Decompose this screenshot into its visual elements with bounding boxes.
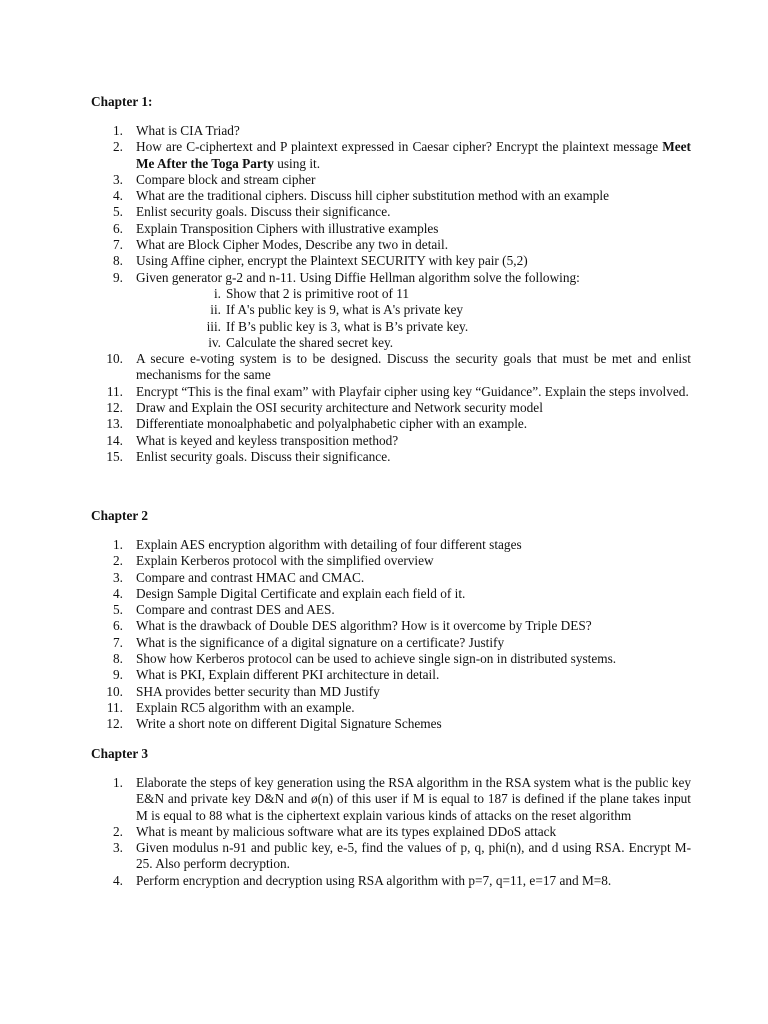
question-text: What is CIA Triad? xyxy=(136,123,240,138)
subpart-number: iii. xyxy=(206,318,221,334)
question-number: 6. xyxy=(113,220,123,236)
question-text: What is meant by malicious software what are its types explained DDoS attack xyxy=(136,823,557,839)
subpart-number: i. xyxy=(213,285,221,301)
question-text: Compare and contrast HMAC and CMAC. xyxy=(136,569,365,585)
subpart-item xyxy=(91,319,691,335)
chapter-heading: Chapter 2 xyxy=(91,508,149,523)
question-number: 3. xyxy=(113,569,123,585)
question-item xyxy=(91,635,691,651)
question-number: 10. xyxy=(106,351,123,367)
question-number: 1. xyxy=(113,775,123,790)
question-number: 11. xyxy=(106,699,123,715)
question-number: 9. xyxy=(113,667,123,683)
question-text: Explain AES encryption algorithm with detailing of four different stages xyxy=(136,537,522,552)
question-item xyxy=(91,684,691,700)
question-number: 2. xyxy=(113,553,123,569)
question-number: 11. xyxy=(106,383,123,399)
question-number: 10. xyxy=(106,683,123,699)
question-number: 4. xyxy=(113,872,123,888)
question-item xyxy=(91,384,691,400)
question-text: Differentiate monoalphabetic and polyalphabetic cipher with an example. xyxy=(136,416,528,432)
question-text: Explain Kerberos protocol with the simplified overview xyxy=(136,553,434,569)
question-text: What is PKI, Explain different PKI architecture in detail. xyxy=(136,667,440,683)
question-text: Explain RC5 algorithm with an example. xyxy=(136,699,355,715)
question-number: 4. xyxy=(113,188,123,204)
question-item xyxy=(91,586,691,602)
subpart-text: Show that 2 is primitive root of 11 xyxy=(226,285,410,301)
question-item xyxy=(91,716,691,732)
question-text: SHA provides better security than MD Justify xyxy=(136,683,380,699)
subpart-text: If B’s public key is 3, what is B’s private key. xyxy=(226,318,469,334)
chapter-heading: Chapter 1: xyxy=(91,94,153,109)
question-item xyxy=(91,139,691,172)
question-number: 3. xyxy=(113,840,123,856)
question-item xyxy=(91,188,691,204)
question-number: 2. xyxy=(113,823,123,839)
subpart-list xyxy=(91,286,691,351)
subpart-text: Calculate the shared secret key. xyxy=(226,334,394,350)
question-text: Encrypt “This is the final exam” with Playfair cipher using key “Guidance”. Explain the steps involved. xyxy=(136,383,689,399)
subpart-item xyxy=(91,335,691,351)
question-bold-phrase: Meet Me After the Toga Party xyxy=(136,139,691,171)
question-text: Perform encryption and decryption using RSA algorithm with p=7, q=11, e=17 and M=8. xyxy=(136,872,612,888)
chapter-heading: Chapter 3 xyxy=(91,746,149,761)
question-text: Given modulus n-91 and public key, e-5, find the values of p, q, phi(n), and d using RSA. Encrypt M-25. Also perform decryption. xyxy=(136,840,691,872)
question-item xyxy=(91,433,691,449)
question-text: Design Sample Digital Certificate and explain each field of it. xyxy=(136,585,466,601)
question-number: 7. xyxy=(113,634,123,650)
question-item xyxy=(91,449,691,465)
question-item xyxy=(91,570,691,586)
question-item xyxy=(91,553,691,569)
question-text: Elaborate the steps of key generation using the RSA algorithm in the RSA system what is the public key E&N and private key D&N and ø(n) of this user if M is equal to 187 is defined if the plane takes input M is equal to 88 what is the ciphertext explain various kinds of attacks on the reset algorithm xyxy=(136,775,691,823)
question-number: 8. xyxy=(113,651,123,667)
question-text: What are the traditional ciphers. Discuss hill cipher substitution method with an example xyxy=(136,188,610,204)
question-number: 6. xyxy=(113,618,123,634)
question-item xyxy=(91,416,691,432)
subpart-number: ii. xyxy=(210,302,221,318)
question-number: 14. xyxy=(106,432,123,448)
question-text: Draw and Explain the OSI security architecture and Network security model xyxy=(136,400,543,416)
question-item xyxy=(91,172,691,188)
question-text: How are C-ciphertext and P plaintext expressed in Caesar cipher? Encrypt the plaintext message xyxy=(136,139,659,155)
question-text: A secure e-voting system is to be designed. Discuss the security goals that must be met and enlist mechanisms for the same xyxy=(136,351,691,383)
subpart-item xyxy=(91,302,691,318)
question-item xyxy=(91,204,691,220)
question-number: 13. xyxy=(106,416,123,432)
question-item xyxy=(91,123,691,139)
question-item xyxy=(91,221,691,237)
question-number: 5. xyxy=(113,204,123,220)
chapter-2-section xyxy=(91,508,691,733)
question-number: 1. xyxy=(113,123,123,138)
question-item xyxy=(91,775,691,824)
question-number: 9. xyxy=(113,269,123,285)
question-item xyxy=(91,618,691,634)
subpart-text: If A's public key is 9, what is A's private key xyxy=(226,302,464,318)
question-item xyxy=(91,840,691,873)
question-text: Write a short note on different Digital Signature Schemes xyxy=(136,716,442,732)
question-item xyxy=(91,700,691,716)
question-item xyxy=(91,270,691,351)
question-text: Compare block and stream cipher xyxy=(136,171,316,187)
question-item xyxy=(91,253,691,269)
question-number: 8. xyxy=(113,253,123,269)
question-item xyxy=(91,651,691,667)
question-text: What is the drawback of Double DES algorithm? How is it overcome by Triple DES? xyxy=(136,618,592,634)
question-number: 2. xyxy=(113,139,123,155)
question-number: 15. xyxy=(106,448,123,464)
question-item xyxy=(91,667,691,683)
question-number: 5. xyxy=(113,602,123,618)
question-item xyxy=(91,351,691,384)
question-list xyxy=(91,537,691,733)
question-number: 3. xyxy=(113,171,123,187)
question-number: 1. xyxy=(113,537,123,552)
subpart-number: iv. xyxy=(208,334,221,350)
question-list xyxy=(91,775,691,889)
question-text-tail: using it. xyxy=(273,155,321,171)
question-item xyxy=(91,873,691,889)
question-text: Using Affine cipher, encrypt the Plaintext SECURITY with key pair (5,2) xyxy=(136,253,528,269)
question-list xyxy=(91,123,691,465)
question-text: Given generator g-2 and n-11. Using Diffie Hellman algorithm solve the following: xyxy=(136,269,580,285)
question-number: 4. xyxy=(113,585,123,601)
subpart-item xyxy=(91,286,691,302)
question-text: Enlist security goals. Discuss their significance. xyxy=(136,448,391,464)
question-item xyxy=(91,237,691,253)
question-number: 7. xyxy=(113,237,123,253)
question-item xyxy=(91,537,691,553)
chapter-1-section xyxy=(91,94,691,465)
question-text: What are Block Cipher Modes, Describe any two in detail. xyxy=(136,237,449,253)
question-text: Explain Transposition Ciphers with illustrative examples xyxy=(136,220,439,236)
question-item xyxy=(91,602,691,618)
question-text: What is the significance of a digital signature on a certificate? Justify xyxy=(136,634,505,650)
question-text: Compare and contrast DES and AES. xyxy=(136,602,335,618)
question-text: Enlist security goals. Discuss their significance. xyxy=(136,204,391,220)
question-number: 12. xyxy=(106,400,123,416)
question-number: 12. xyxy=(106,716,123,732)
question-item xyxy=(91,824,691,840)
chapter-3-section xyxy=(91,746,691,889)
question-text: Show how Kerberos protocol can be used to achieve single sign-on in distributed systems. xyxy=(136,651,617,667)
question-text: What is keyed and keyless transposition method? xyxy=(136,432,399,448)
question-item xyxy=(91,400,691,416)
